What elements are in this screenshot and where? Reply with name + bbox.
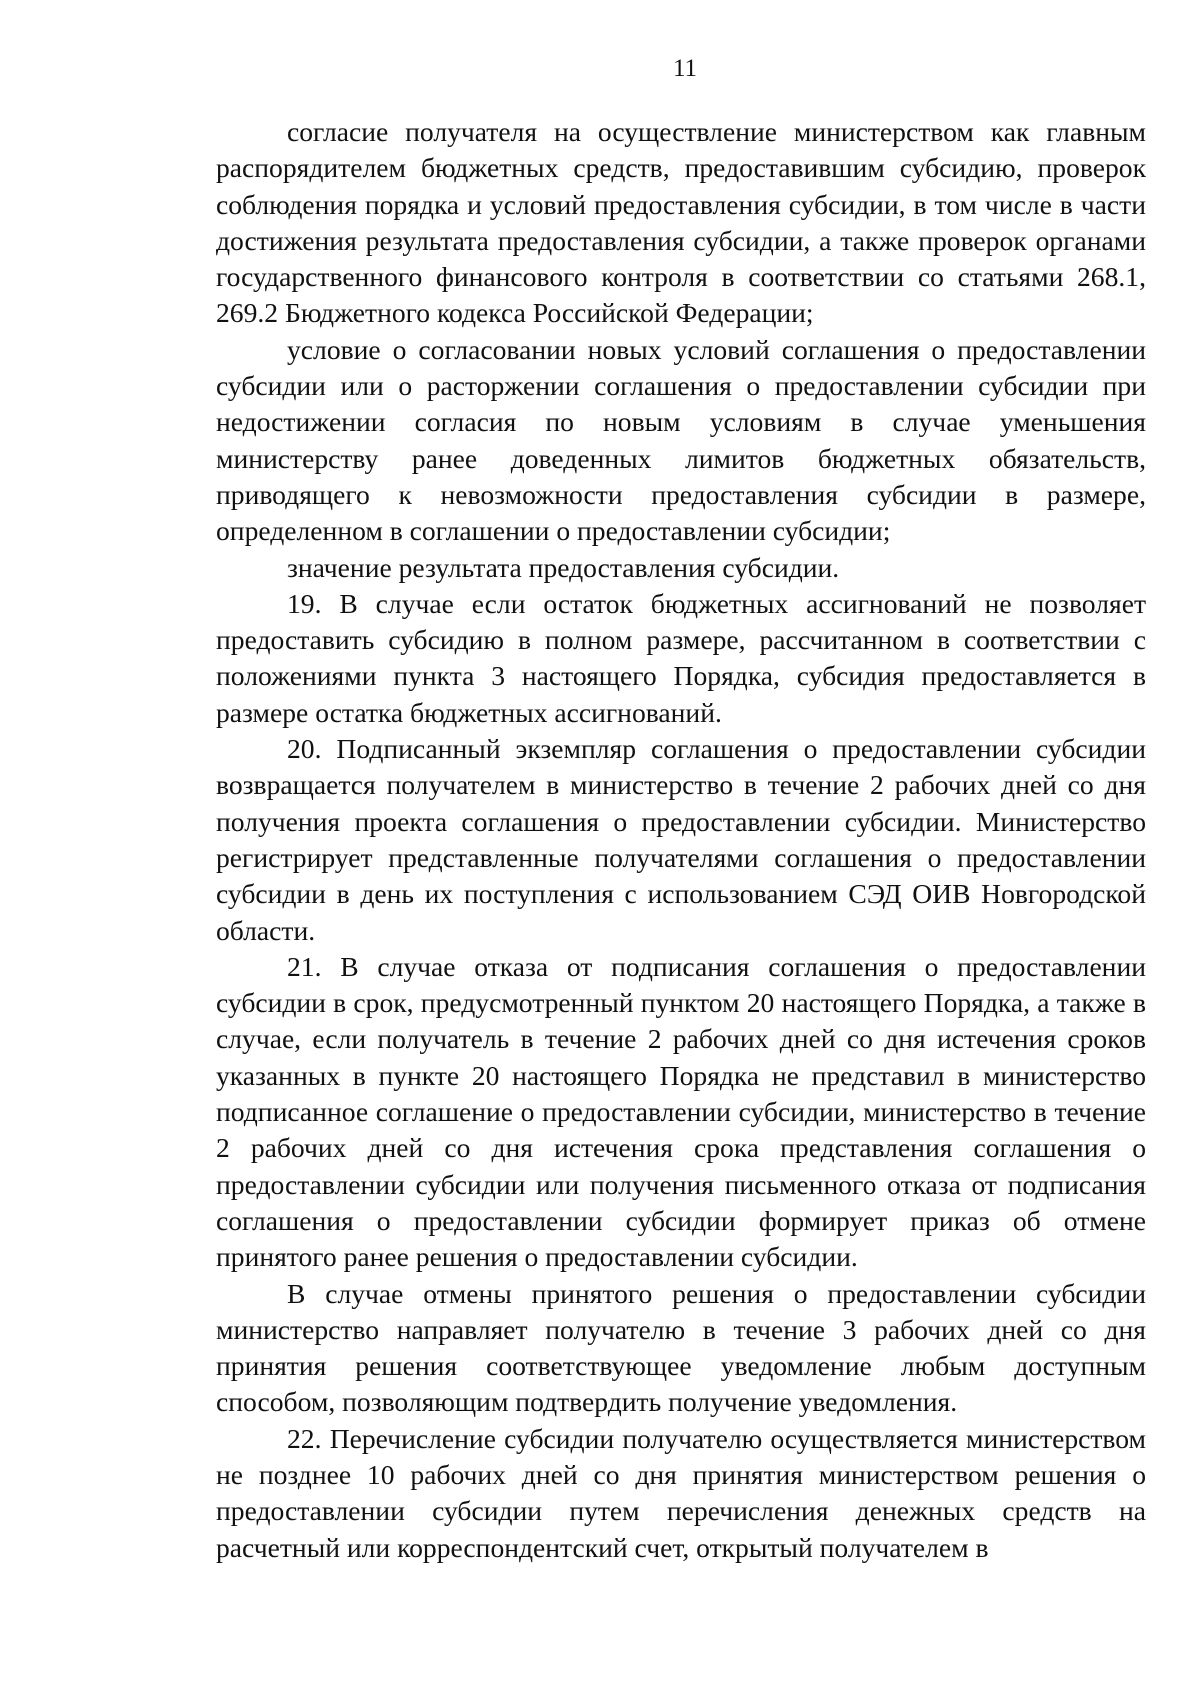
paragraph-clause-21: 21. В случае отказа от подписания соглашения о предоставлении субсидии в срок, предусмотренный пунктом 20 настоящего Порядка, а также в случае, если получатель в течение 2 рабочих дней со дня истечения сроков указанных в пункте 20 настоящего Порядка не представил в министерство подписанное соглашение о предоставлении субсидии, министерство в течение 2 рабочих дней со дня истечения срока представления соглашения о предоставлении субсидии или получения письменного отказа от подписания соглашения о предоставлении субсидии формирует приказ об отмене принятого ранее решения о предоставлении субсидии. (216, 950, 1146, 1273)
paragraph-clause-22: 22. Перечисление субсидии получателю осуществляется министерством не позднее 10 рабочих дней со дня принятия министерством решения о предоставлении субсидии путем перечисления денежных средств на расчетный или корреспондентский счет, открытый получателем в (216, 1422, 1146, 1563)
document-body (216, 114, 1146, 1566)
page-number: 11 (672, 55, 698, 82)
paragraph-consent-checks: согласие получателя на осуществление министерством как главным распорядителем бюджетных средств, предоставившим субсидию, проверок соблюдения порядка и условий предоставления субсидии, в том числе в части достижения результата предоставления субсидии, а также проверок органами государственного финансового контроля в соответствии со статьями 268.1, 269.2 Бюджетного кодекса Российской Федерации; (216, 116, 1146, 329)
paragraph-clause-20: 20. Подписанный экземпляр соглашения о предоставлении субсидии возвращается получателем в министерство в течение 2 рабочих дней со дня получения проекта соглашения о предоставлении субсидии. Министерство регистрирует представленные получателями соглашения о предоставлении субсидии в день их поступления с использованием СЭД ОИВ Новгородской области. (216, 733, 1146, 946)
paragraph-result-value: значение результата предоставления субсидии. (287, 551, 840, 583)
paragraph-cancellation-notice: В случае отмены принятого решения о предоставлении субсидии министерство направляет получателю в течение 3 рабочих дней со дня принятия решения соответствующее уведомление любым доступным способом, позволяющим подтвердить получение уведомления. (216, 1277, 1146, 1418)
paragraph-clause-19: 19. В случае если остаток бюджетных ассигнований не позволяет предоставить субсидию в полном размере, рассчитанном в соответствии с положениями пункта 3 настоящего Порядка, субсидия предоставляется в размере остатка бюджетных ассигнований. (216, 587, 1146, 728)
paragraph-new-terms-condition: условие о согласовании новых условий соглашения о предоставлении субсидии или о расторжении соглашения о предоставлении субсидии при недостижении согласия по новым условиям в случае уменьшения министерству ранее доведенных лимитов бюджетных обязательств, приводящего к невозможности предоставления субсидии в размере, определенном в соглашении о предоставлении субсидии; (216, 333, 1146, 547)
